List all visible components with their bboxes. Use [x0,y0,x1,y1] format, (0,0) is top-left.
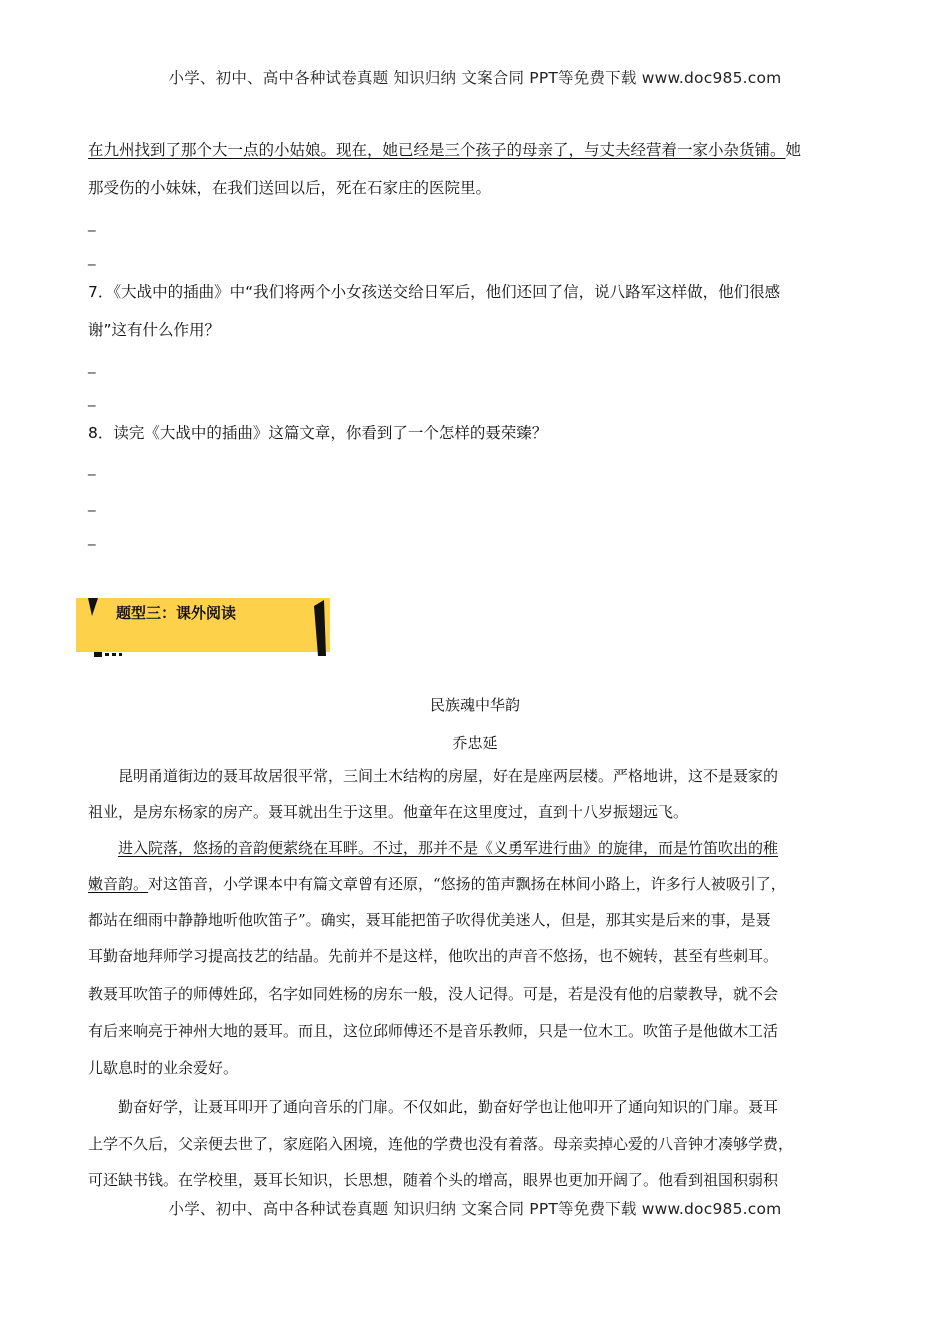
article-line: 耳勤奋地拜师学习提高技艺的结晶。先前并不是这样，他吹出的声音不悠扬，也不婉转，甚至有些刺耳。 [88,947,779,965]
article-line [88,873,786,894]
article-line: 有后来响亮于神州大地的聂耳。而且，这位邱师傅还不是音乐教师，只是一位木工。吹笛子是他做木工活 [88,1022,779,1040]
article-line: 祖业，是房东杨家的房产。聂耳就出生于这里。他童年在这里度过，直到十八岁振翅远飞。 [88,803,689,821]
underlined-text: 在九州找到了那个大一点的小姑娘。现在，她已经是三个孩子的母亲了，与丈夫经营着一家小杂货铺。 [88,141,786,159]
article-line: 都站在细雨中静静地听他吹笛子”。确实，聂耳能把笛子吹得优美迷人，但是，那其实是后来的事，是聂 [88,911,771,929]
answer-blank[interactable]: _ [88,248,96,266]
passage-text: 她 [785,141,802,159]
article-text: 对这笛音，小学课本中有篇文章曾有还原，“悠扬的笛声飘扬在林间小路上，许多行人被吸引了， [148,875,786,893]
article-line: 昆明甬道街边的聂耳故居很平常，三间土木结构的房屋，好在是座两层楼。严格地讲，这不是聂家的 [118,767,779,785]
answer-blank[interactable]: _ [88,214,96,232]
answer-blank[interactable]: _ [88,458,96,476]
answer-blank[interactable]: _ [88,494,96,512]
article-line: 可还缺书钱。在学校里，聂耳长知识，长思想，随着个头的增高，眼界也更加开阔了。他看到祖国积弱积 [88,1171,779,1189]
question-7: 7．《大战中的插曲》中“我们将两个小女孩送交给日军后，他们还回了信，说八路军这样做，他们很感 [88,283,781,301]
question-7-cont: 谢”这有什么作用？ [88,321,221,339]
passage-line: 那受伤的小妹妹，在我们送回以后，死在石家庄的医院里。 [88,179,492,197]
article-title: 民族魂中华韵 [429,696,520,714]
article-line-underlined: 进入院落，悠扬的音韵便萦绕在耳畔。不过，那并不是《义勇军进行曲》的旋律，而是竹笛吹出的稚 [118,839,779,857]
article-line: 教聂耳吹笛子的师傅姓邱，名字如同姓杨的房东一般，没人记得。可是，若是没有他的启蒙教导，就不会 [88,985,779,1003]
answer-blank[interactable]: _ [88,389,96,407]
answer-blank[interactable]: _ [88,528,96,546]
article-line: 上学不久后，父亲便去世了，家庭陷入困境，连他的学费也没有着落。母亲卖掉心爱的八音钟才凑够学费， [88,1135,794,1153]
page-header: 小学、初中、高中各种试卷真题 知识归纳 文案合同 PPT等免费下载 www.doc985.com [168,69,782,87]
page-footer: 小学、初中、高中各种试卷真题 知识归纳 文案合同 PPT等免费下载 www.doc985.com [168,1200,782,1218]
passage-line [88,138,801,160]
article-author: 乔忠延 [452,734,498,752]
article-line: 勤奋好学，让聂耳叩开了通向音乐的门扉。不仅如此，勤奋好学也让他叩开了通向知识的门扉。聂耳 [118,1098,779,1116]
section-title: 题型三：课外阅读 [116,604,237,622]
question-8: 8．读完《大战中的插曲》这篇文章，你看到了一个怎样的聂荣臻？ [88,424,548,442]
underlined-text: 嫩音韵。 [88,875,149,893]
article-line: 儿歇息时的业余爱好。 [88,1059,239,1077]
answer-blank[interactable]: _ [88,356,96,374]
